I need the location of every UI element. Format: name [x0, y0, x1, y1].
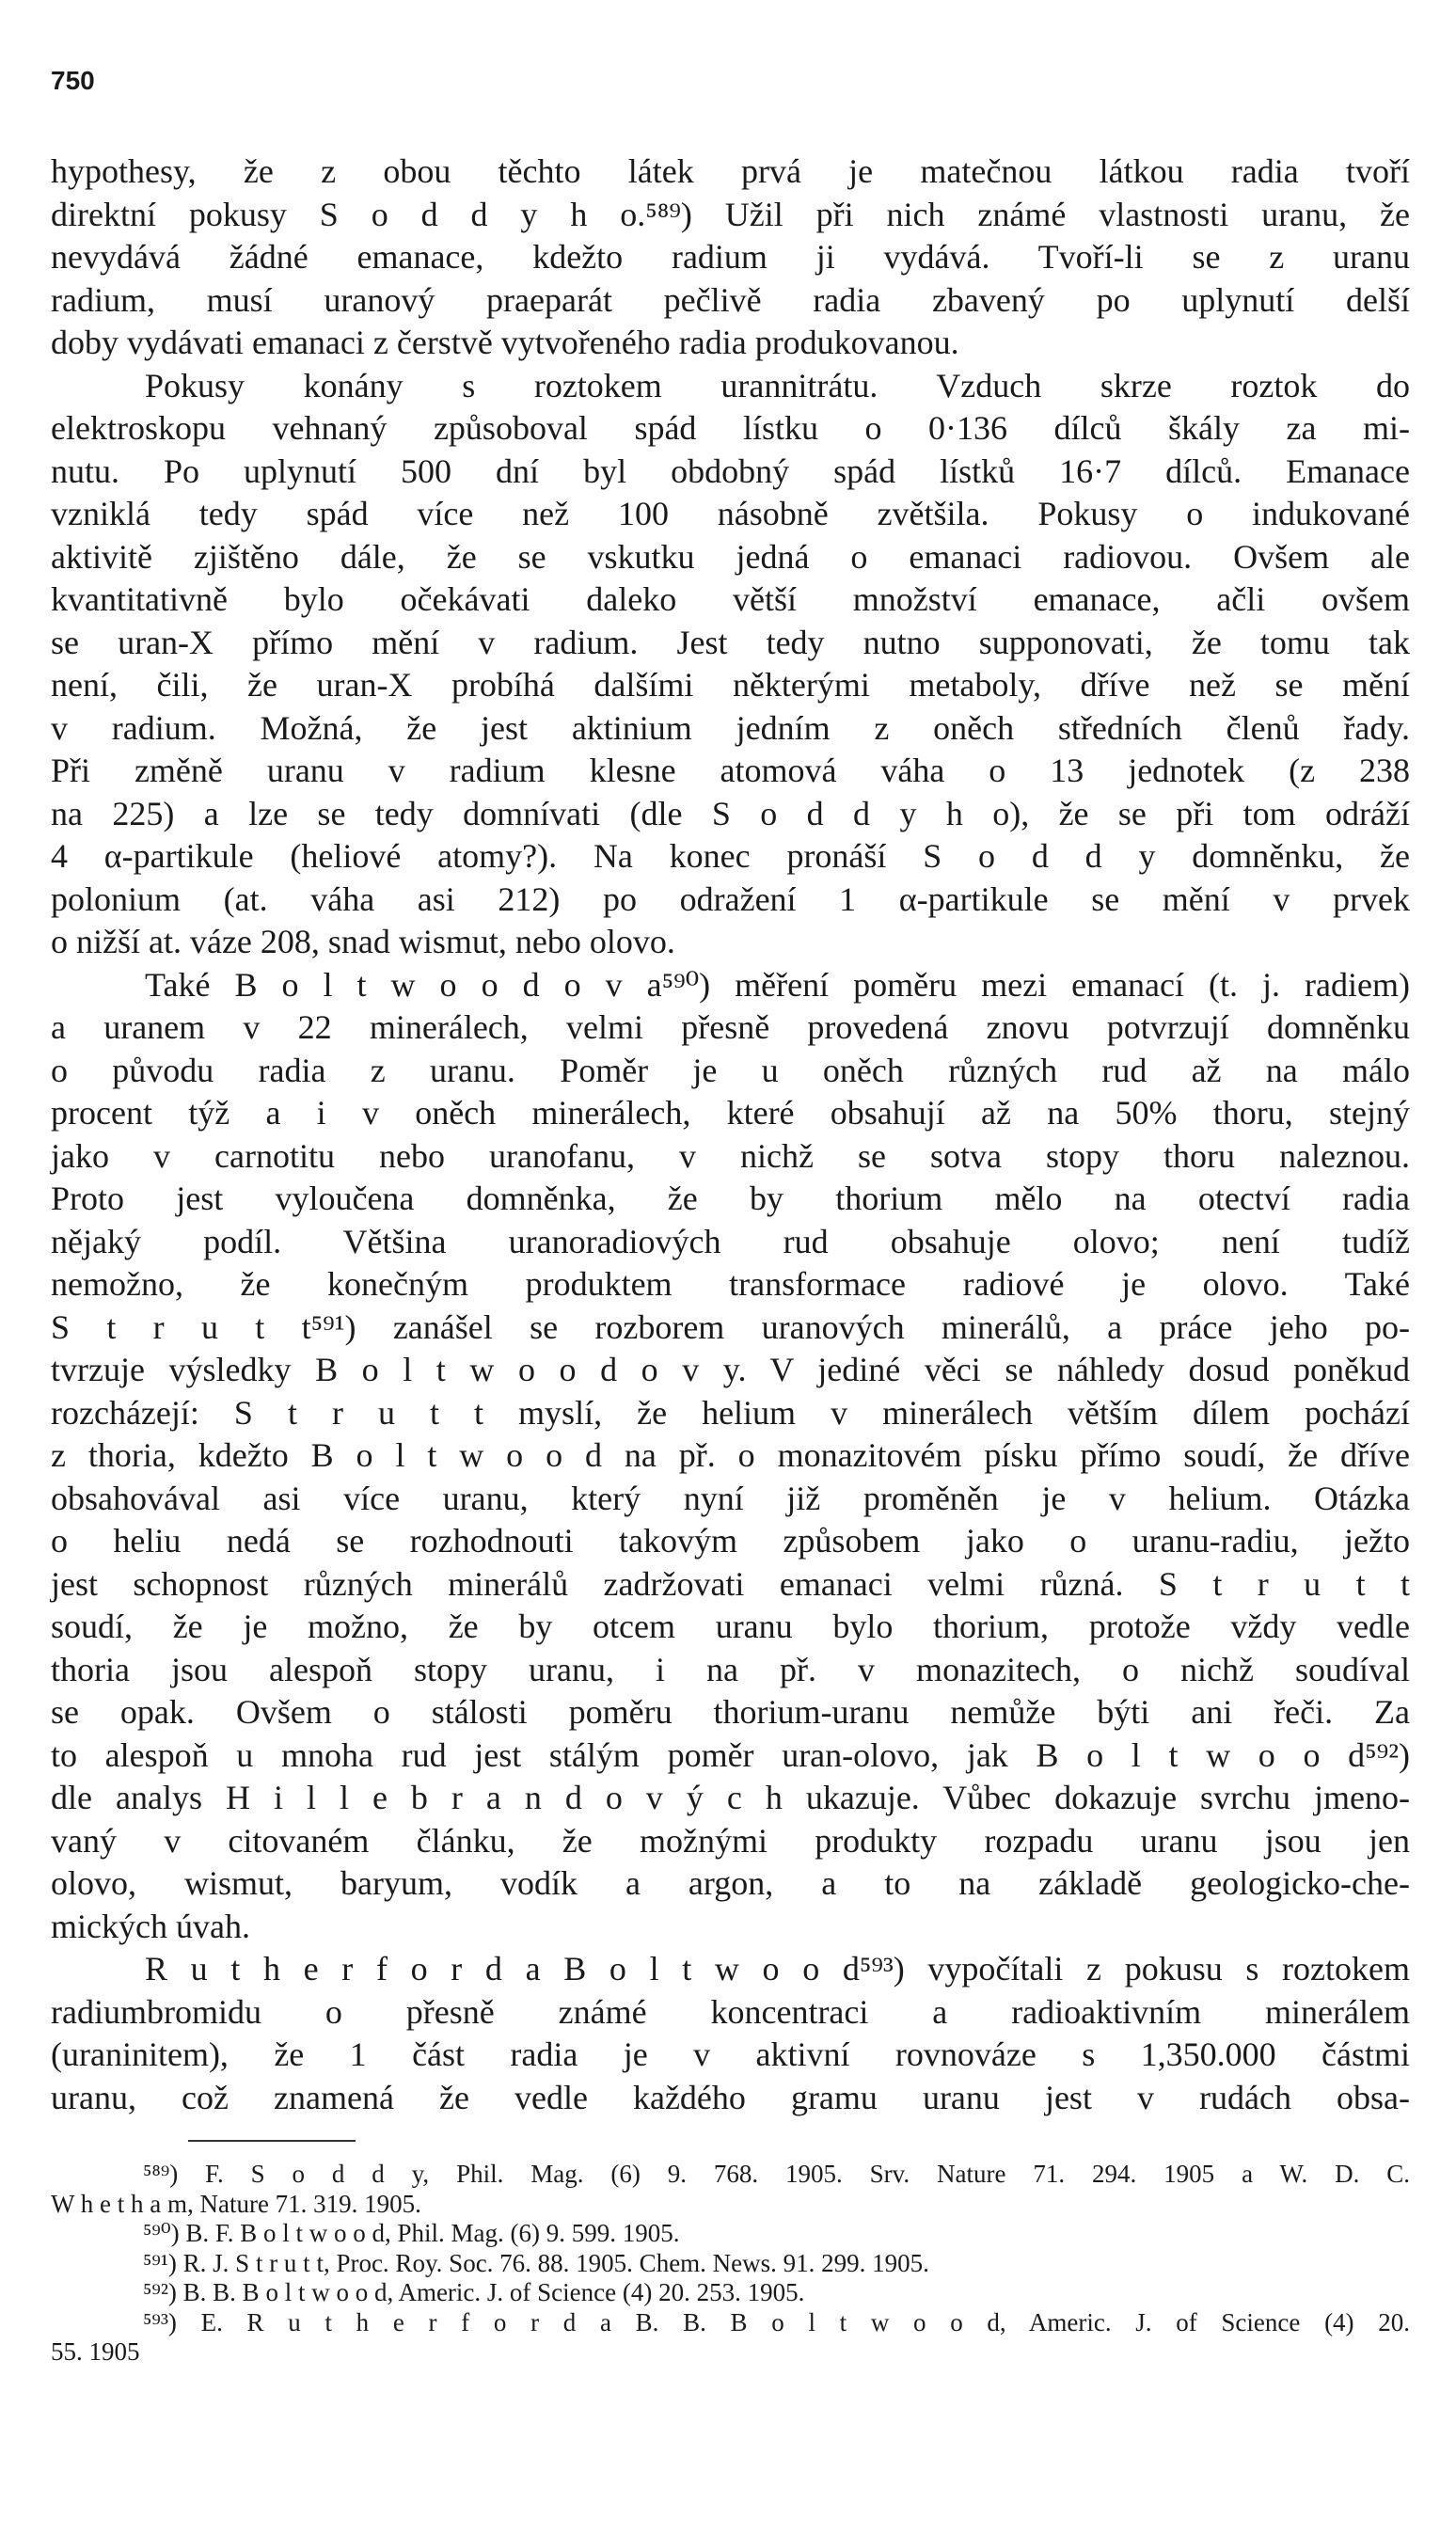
text-line: S t r u t t⁵⁹¹) zanášel se rozborem uranových minerálů, a práce jeho po- [51, 1307, 1410, 1346]
footnote-line: ⁵⁹²) B. B. B o l t w o o d, Americ. J. of Science (4) 20. 253. 1905. [143, 2278, 805, 2306]
text-line: aktivitě zjištěno dále, že se vskutku jedná o emanaci radiovou. Ovšem ale [51, 537, 1410, 576]
text-line: tvrzuje výsledky B o l t w o o d o v y. V jediné věci se náhledy dosud poněkud [51, 1351, 1410, 1388]
text-line: Také B o l t w o o d o v a⁵⁹⁰) měření poměru mezi emanací (t. j. radiem) [145, 965, 1410, 1004]
text-line: mických úvah. [51, 1907, 250, 1945]
text-line: nějaký podíl. Většina uranoradiových rud obsahuje olovo; není tudíž [51, 1222, 1410, 1260]
text-line: jest schopnost různých minerálů zadržovati emanaci velmi různá. S t r u t t [51, 1564, 1410, 1603]
text-line: nemožno, že konečným produktem transformace radiové je olovo. Také [51, 1265, 1410, 1303]
text-line: vaný v citovaném článku, že možnými produkty rozpadu uranu jsou jen [51, 1821, 1410, 1860]
text-line: radium, musí uranový praeparát pečlivě radia zbavený po uplynutí delší [51, 280, 1410, 319]
text-line: thoria jsou alespoň stopy uranu, i na př. v monazitech, o nichž soudíval [51, 1650, 1410, 1688]
text-line: není, čili, že uran-X probíhá dalšími některými metaboly, dříve než se mění [51, 666, 1410, 704]
text-line: doby vydávati emanaci z čerstvě vytvořeného radia produkovanou. [51, 324, 959, 361]
text-line: olovo, wismut, baryum, vodík a argon, a to na základě geologicko-che- [51, 1864, 1410, 1902]
text-line: o heliu nedá se rozhodnouti takovým způsobem jako o uranu-radiu, ježto [51, 1522, 1410, 1560]
footnotes [51, 2160, 1410, 2368]
text-line: nutu. Po uplynutí 500 dní byl obdobný spád lístků 16·7 dílců. Emanace [51, 451, 1410, 490]
text-line: Pokusy konány s roztokem urannitrátu. Vzduch skrze roztok do [145, 366, 1410, 404]
footnote-line: ⁵⁹¹) R. J. S t r u t t, Proc. Roy. Soc. 76. 88. 1905. Chem. News. 91. 299. 1905. [143, 2248, 929, 2277]
text-line: R u t h e r f o r d a B o l t w o o d⁵⁹³) vypočítali z pokusu s roztokem [145, 1950, 1410, 1988]
text-line: obsahovával asi více uranu, který nyní již proměněn je v helium. Otázka [51, 1479, 1410, 1517]
text-line: o nižší at. váze 208, snad wismut, nebo olovo. [51, 923, 675, 960]
page-number: 750 [51, 66, 95, 95]
text-line: procent týž a i v oněch minerálech, které obsahují až na 50% thoru, stejný [51, 1094, 1410, 1132]
text-line: direktní pokusy S o d d y h o.⁵⁸⁹) Užil při nich známé vlastnosti uranu, že [51, 195, 1410, 233]
text-line: polonium (at. váha asi 212) po odražení 1 α-partikule se mění v prvek [51, 879, 1410, 918]
footnote-line: ⁵⁹⁰) B. F. B o l t w o o d, Phil. Mag. (6) 9. 599. 1905. [143, 2219, 680, 2247]
body-text [51, 150, 1410, 2119]
text-line: na 225) a lze se tedy domnívati (dle S o d d y h o), že se při tom odráží [51, 794, 1410, 832]
text-line: o původu radia z uranu. Poměr je u oněch různých rud až na málo [51, 1051, 1410, 1089]
text-line: uranu, což znamená že vedle každého gramu uranu jest v rudách obsa- [51, 2078, 1410, 2116]
text-line: dle analys H i l l e b r a n d o v ý c h ukazuje. Vůbec dokazuje svrchu jmeno- [51, 1779, 1410, 1816]
footnote-line: ⁵⁹³) E. R u t h e r f o r d a B. B. B o l t w o o d, Americ. J. of Science (4) 20. [143, 2307, 1410, 2336]
text-line: se uran-X přímo mění v radium. Jest tedy nutno supponovati, že tomu tak [51, 623, 1410, 661]
text-line: Při změně uranu v radium klesne atomová váha o 13 jednotek (z 238 [51, 752, 1410, 789]
text-line: se opak. Ovšem o stálosti poměru thorium-uranu nemůže býti ani řeči. Za [51, 1693, 1410, 1731]
footnote-line: W h e t h a m, Nature 71. 319. 1905. [51, 2189, 421, 2218]
text-line: radiumbromidu o přesně známé koncentraci a radioaktivním minerálem [51, 1992, 1410, 2031]
text-line: z thoria, kdežto B o l t w o o d na př. o monazitovém písku přímo soudí, že dříve [51, 1436, 1410, 1474]
text-line: nevydává žádné emanace, kdežto radium ji vydává. Tvoří-li se z uranu [51, 238, 1410, 276]
text-line: to alespoň u mnoha rud jest stálým poměr uran-olovo, jak B o l t w o o d⁵⁹²) [51, 1735, 1410, 1774]
text-line: soudí, že je možno, že by otcem uranu bylo thorium, protože vždy vedle [51, 1608, 1410, 1645]
footnote-divider [188, 2140, 356, 2142]
text-line: Proto jest vyloučena domněnka, že by thorium mělo na otectví radia [51, 1180, 1410, 1217]
text-line: 4 α-partikule (heliové atomy?). Na konec pronáší S o d d y domněnku, že [51, 837, 1410, 875]
text-line: elektroskopu vehnaný způsoboval spád lístku o 0·136 dílců škály za mi- [51, 409, 1410, 447]
text-line: v radium. Možná, že jest aktinium jedním z oněch středních členů řady. [51, 708, 1410, 747]
text-line: a uranem v 22 minerálech, velmi přesně provedená znovu potvrzují domněnku [51, 1008, 1410, 1046]
text-line: (uraninitem), že 1 část radia je v aktivní rovnováze s 1,350.000 částmi [51, 2035, 1410, 2073]
text-line: jako v carnotitu nebo uranofanu, v nichž se sotva stopy thoru naleznou. [51, 1136, 1410, 1175]
footnote-line: ⁵⁸⁹) F. S o d d y, Phil. Mag. (6) 9. 768. 1905. Srv. Nature 71. 294. 1905 a W. D. C. [143, 2160, 1410, 2188]
footnote-line: 55. 1905 [51, 2337, 140, 2366]
text-line: rozcházejí: S t r u t t myslí, že helium v minerálech větším dílem pochází [51, 1393, 1410, 1432]
text-line: kvantitativně bylo očekávati daleko větší množství emanace, ačli ovšem [51, 580, 1410, 618]
text-line: hypothesy, že z obou těchto látek prvá je matečnou látkou radia tvoří [51, 152, 1410, 190]
text-line: vzniklá tedy spád více než 100 násobně zvětšila. Pokusy o indukované [51, 495, 1410, 532]
